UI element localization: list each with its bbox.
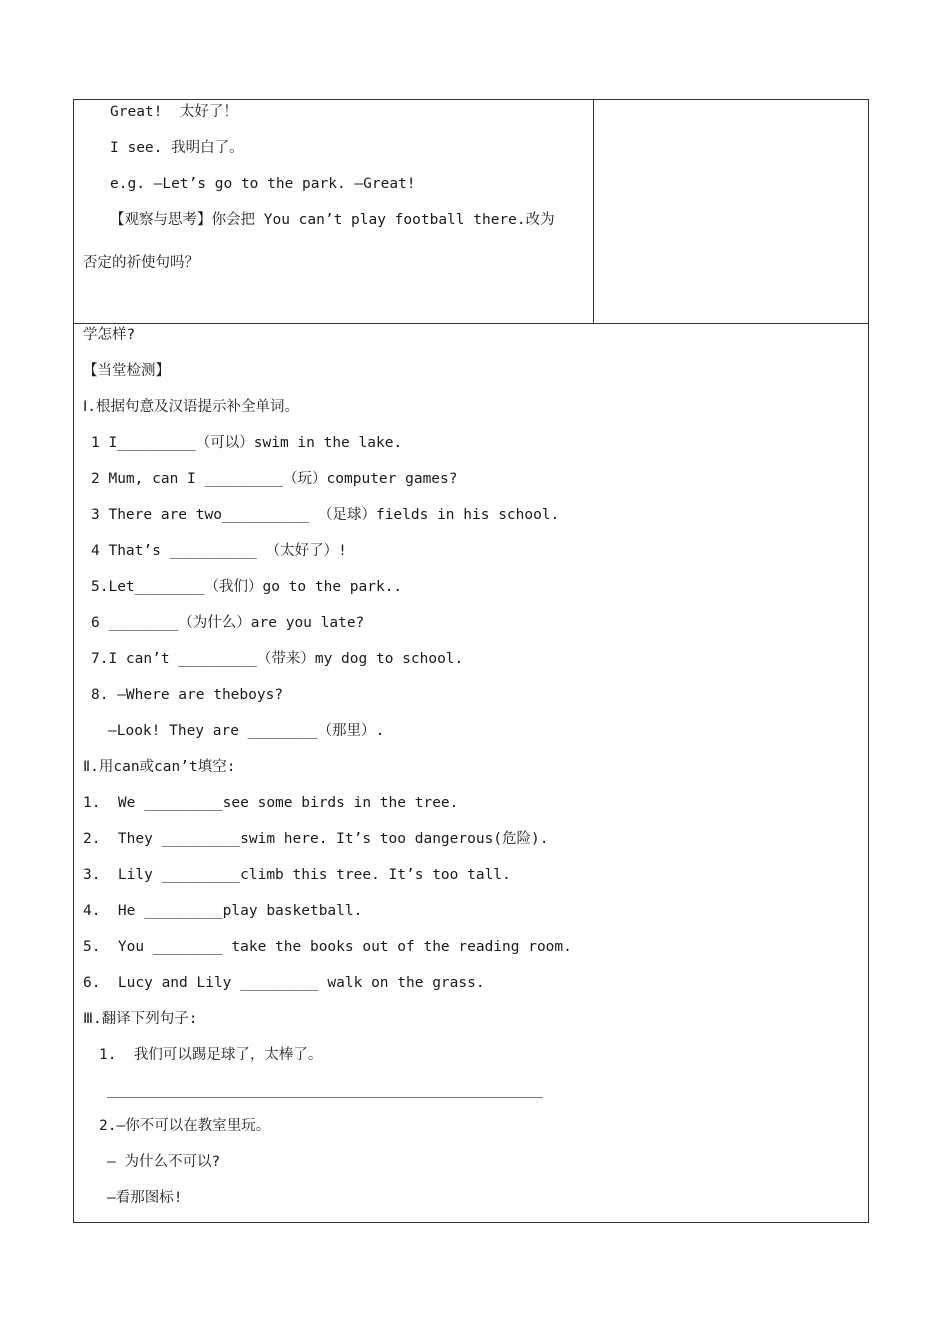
i-see-line: I see. 我明白了。 <box>110 140 244 156</box>
part2-item: 5. You ________ take the books out of the reading room. <box>83 939 572 955</box>
check-title: 【当堂检测】 <box>83 363 170 379</box>
part1-title: Ⅰ.根据句意及汉语提示补全单词。 <box>83 399 300 415</box>
part1-item: 5.Let________（我们）go to the park.. <box>91 579 403 595</box>
part1-item: 4 That’s __________ （太好了）! <box>91 543 347 559</box>
continued-text: 学怎样? <box>83 327 136 343</box>
part2-item: 2. They _________swim here. It’s too dangerous(危险). <box>83 831 549 847</box>
part3-question-2: 2.—你不可以在教室里玩。 <box>99 1118 271 1134</box>
part1-item: 1 I_________（可以）swim in the lake. <box>91 435 403 451</box>
part2-item: 1. We _________see some birds in the tree. <box>83 795 459 811</box>
part2-title: Ⅱ.用can或can’t填空: <box>83 759 236 775</box>
part1-item: 7.I can’t _________（带来）my dog to school. <box>91 651 464 667</box>
part2-item: 3. Lily _________climb this tree. It’s too tall. <box>83 867 511 883</box>
part2-item: 4. He _________play basketball. <box>83 903 363 919</box>
part3-question-1: 1. 我们可以踢足球了，太棒了。 <box>99 1047 323 1063</box>
part1-item: 8. —Where are theboys? <box>91 687 284 703</box>
part1-item: 6 ________（为什么）are you late? <box>91 615 365 631</box>
part1-item: 3 There are two__________ （足球）fields in his school. <box>91 507 560 523</box>
part3-question-2-line-2: — 为什么不可以? <box>107 1154 221 1170</box>
example-line: e.g. —Let’s go to the park. —Great! <box>110 176 416 192</box>
part1-item: 2 Mum, can I _________（玩）computer games? <box>91 471 458 487</box>
part2-item: 6. Lucy and Lily _________ walk on the grass. <box>83 975 485 991</box>
observe-line-2: 否定的祈使句吗？ <box>83 255 199 271</box>
top-right-cell <box>593 99 869 324</box>
part1-item: —Look! They are ________（那里）. <box>108 723 385 739</box>
great-line: Great! 太好了！ <box>110 104 238 120</box>
part3-title: Ⅲ.翻译下列句子: <box>83 1011 198 1027</box>
answer-line <box>107 1097 543 1098</box>
part3-question-2-line-3: —看那图标! <box>107 1190 183 1206</box>
observe-line-1: 【观察与思考】你会把 You can’t play football there.改为 <box>110 212 555 228</box>
